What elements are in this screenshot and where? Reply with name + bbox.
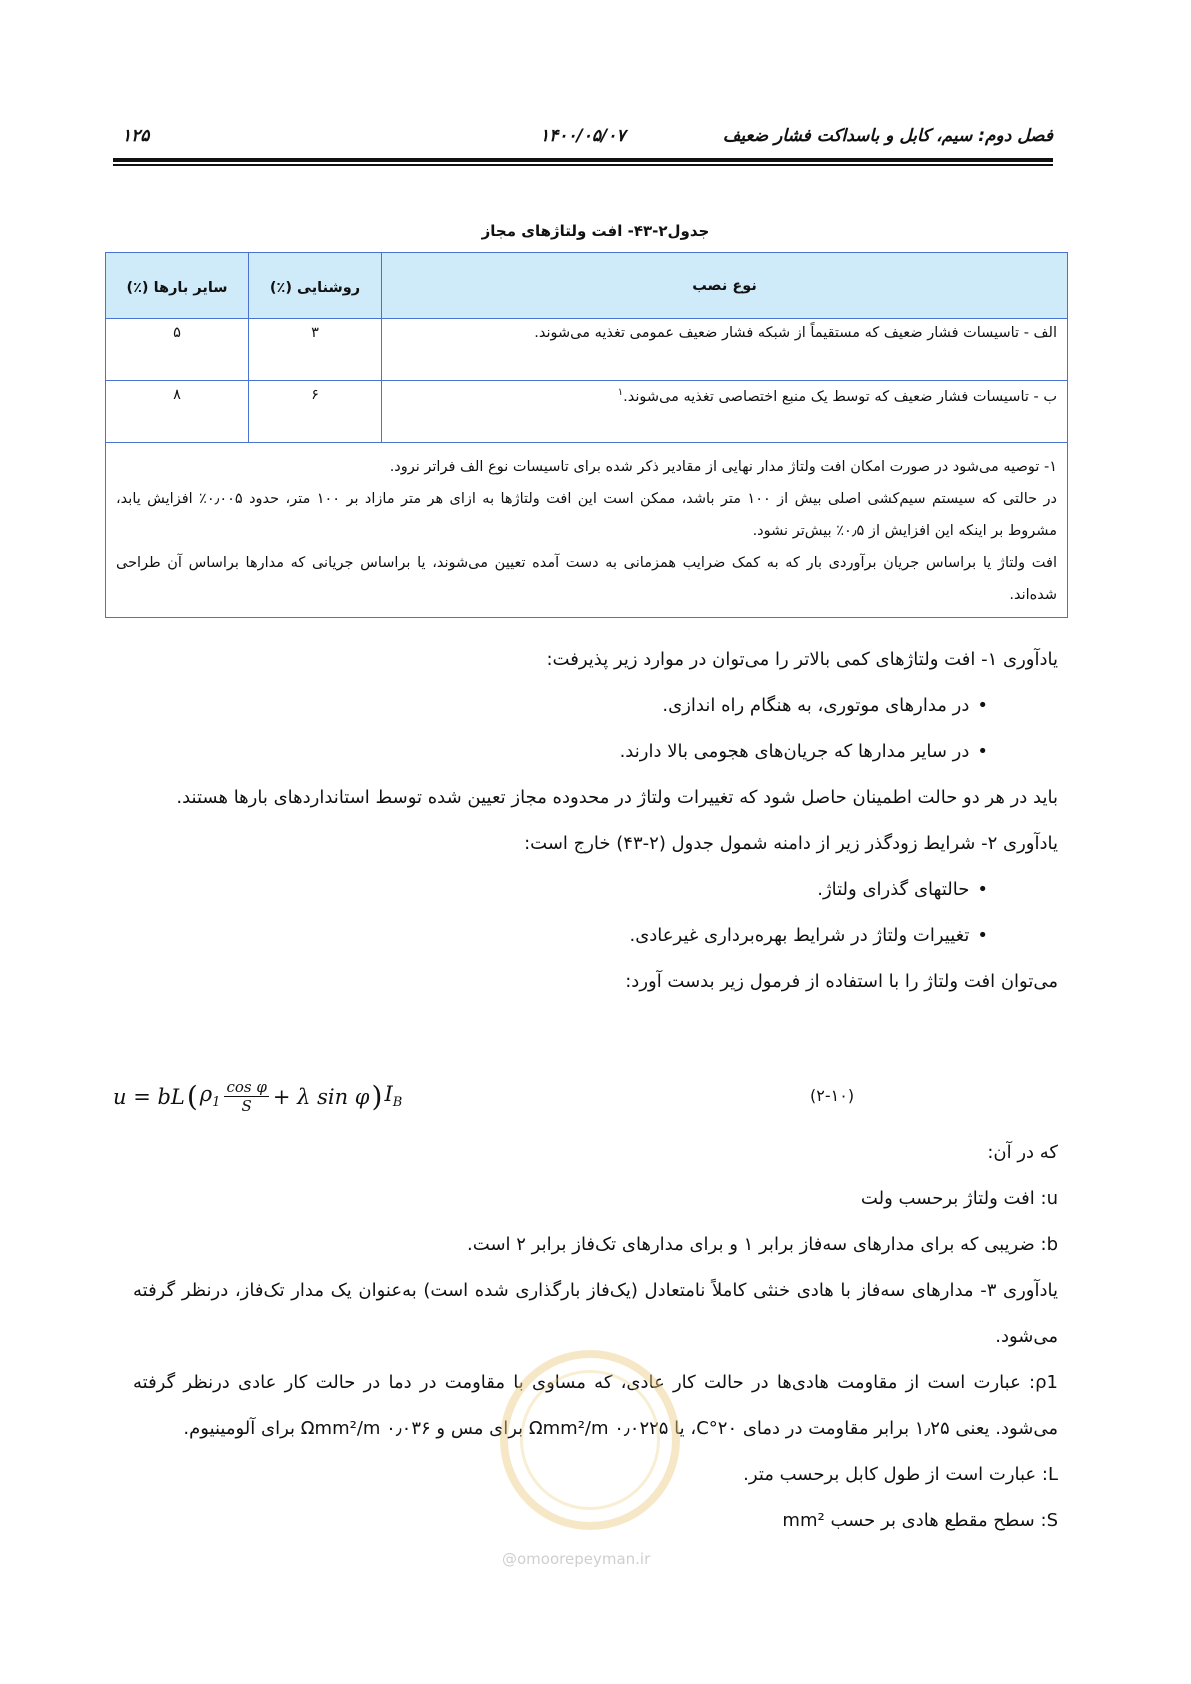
def-b <box>133 1222 1058 1268</box>
note1-conclusion: باید در هر دو حالت اطمینان حاصل شود که تغییرات ولتاژ در محدوده مجاز تعیین شده توسط استانداردهای بارها هستند. <box>176 787 1058 808</box>
table-row <box>106 319 1068 381</box>
table-notes-row <box>106 443 1068 618</box>
footnote-mark: ۱ <box>617 387 624 398</box>
list-item: • در سایر مدارها که جریان‌های هجومی بالا دارند. <box>133 729 1058 775</box>
header-date: ۱۴۰۰/۰۵/۰۷ <box>540 126 626 146</box>
def-text: : سطح مقطع هادی بر حسب mm² <box>782 1510 1047 1531</box>
formula-fraction: $\frac{\text{cos φ}}{S}$ <box>226 1078 267 1115</box>
col-header-lighting: روشنایی (٪) <box>249 253 382 319</box>
row-type: الف - تاسیسات فشار ضعیف که مستقیماً از شبکه فشار ضعیف عمومی تغذیه می‌شوند. <box>382 319 1068 381</box>
row-lighting: ۶ <box>249 381 382 443</box>
voltage-drop-table <box>105 252 1068 618</box>
list-item: • تغییرات ولتاژ در شرایط بهره‌برداری غیرعادی. <box>133 913 1058 959</box>
row-other: ۵ <box>106 319 249 381</box>
voltage-drop-formula: u = bL ( $\rho_1$ $\frac{\text{cos φ}}{S}$ + λ sin φ ) $I_B$ <box>113 1078 403 1115</box>
row-other: ۸ <box>106 381 249 443</box>
row-type <box>382 381 1068 443</box>
chapter-title: فصل دوم: سیم، کابل و باسداکت فشار ضعیف <box>722 126 1053 146</box>
col-header-type: نوع نصب <box>382 253 1068 319</box>
def-text: : افت ولتاژ برحسب ولت <box>860 1188 1047 1209</box>
def-text: : عبارت است از مقاومت هادی‌ها در حالت کار عادی، که مساوی با مقاومت در دما در حالت کار عادی درنظر گرفته می‌شود. یعنی ۱٫۲۵ برابر مقاومت در دمای ۲۰°C، یا ۰٫۰۲۲۵ Ωmm²/m برای مس و ۰٫۰۳۶ Ωmm²/m برای آلومینیوم. <box>133 1372 1058 1439</box>
col-header-other: سایر بارها (٪) <box>106 253 249 319</box>
watermark-text: @omoorepeyman.ir <box>502 1550 651 1568</box>
formula-intro: می‌توان افت ولتاژ را با استفاده از فرمول زیر بدست آورد: <box>625 971 1058 992</box>
note2-intro: یادآوری ۲- شرایط زودگذر زیر از دامنه شمول جدول (۲-۴۳) خارج است: <box>524 833 1058 854</box>
note3: یادآوری ۳- مدارهای سه‌فاز با هادی خنثی کاملاً نامتعادل (یک‌فاز بارگذاری شده است) به‌عنوان یک مدار تک‌فاز، درنظر گرفته می‌شود. <box>133 1280 1058 1347</box>
table-row <box>106 381 1068 443</box>
header-rule <box>113 158 1053 162</box>
table-note: ۱- توصیه می‌شود در صورت امکان افت ولتاژ مدار نهایی از مقادیر ذکر شده برای تاسیسات نوع الف فراتر نرود. <box>389 459 1057 475</box>
def-u <box>133 1176 1058 1222</box>
def-text: : عبارت است از طول کابل برحسب متر. <box>743 1464 1048 1485</box>
def-symbol: u <box>1046 1188 1058 1209</box>
watermark-seal-inner <box>520 1370 660 1510</box>
list-item: • حالتهای گذرای ولتاژ. <box>133 867 1058 913</box>
where-label: که در آن: <box>987 1142 1058 1163</box>
row-lighting: ۳ <box>249 319 382 381</box>
def-text: : ضریبی که برای مدارهای سه‌فاز برابر ۱ و برای مدارهای تک‌فاز برابر ۲ است. <box>467 1234 1047 1255</box>
def-symbol: b <box>1046 1234 1058 1255</box>
def-symbol: S <box>1046 1510 1058 1531</box>
list-item: • در مدارهای موتوری، به هنگام راه اندازی. <box>133 683 1058 729</box>
notes-section <box>133 637 1058 1005</box>
table-note: در حالتی که سیستم سیم‌کشی اصلی بیش از ۱۰۰ متر باشد، ممکن است این افت ولتاژها به ازای هر متر مازاد بر ۱۰۰ متر، حدود ۰٫۰۰۵٪ افزایش یابد، مشروط بر اینکه این افزایش از ۰٫۵٪ بیش‌تر نشود. <box>116 491 1057 539</box>
page-number: ۱۲۵ <box>122 126 150 146</box>
def-symbol: L <box>1047 1464 1058 1485</box>
table-note: افت ولتاژ یا براساس جریان برآوردی بار که به کمک ضرایب همزمانی به دست آمده تعیین می‌شوند، یا براساس جریانی که مدارها براساس آن طراحی شده‌اند. <box>116 555 1057 603</box>
def-symbol: ρ1 <box>1035 1372 1058 1393</box>
formula-number: (۲-۱۰) <box>810 1086 855 1105</box>
row-type-text: ب - تاسیسات فشار ضعیف که توسط یک منبع اختصاصی تغذیه می‌شوند. <box>623 388 1057 405</box>
note1-intro: یادآوری ۱- افت ولتاژهای کمی بالاتر را می‌توان در موارد زیر پذیرفت: <box>546 649 1058 670</box>
table-caption: جدول۲-۴۳- افت ولتاژهای مجاز <box>481 222 710 240</box>
table-header-row <box>106 253 1068 319</box>
table-notes <box>106 443 1068 618</box>
header-rule-thin <box>113 164 1053 166</box>
